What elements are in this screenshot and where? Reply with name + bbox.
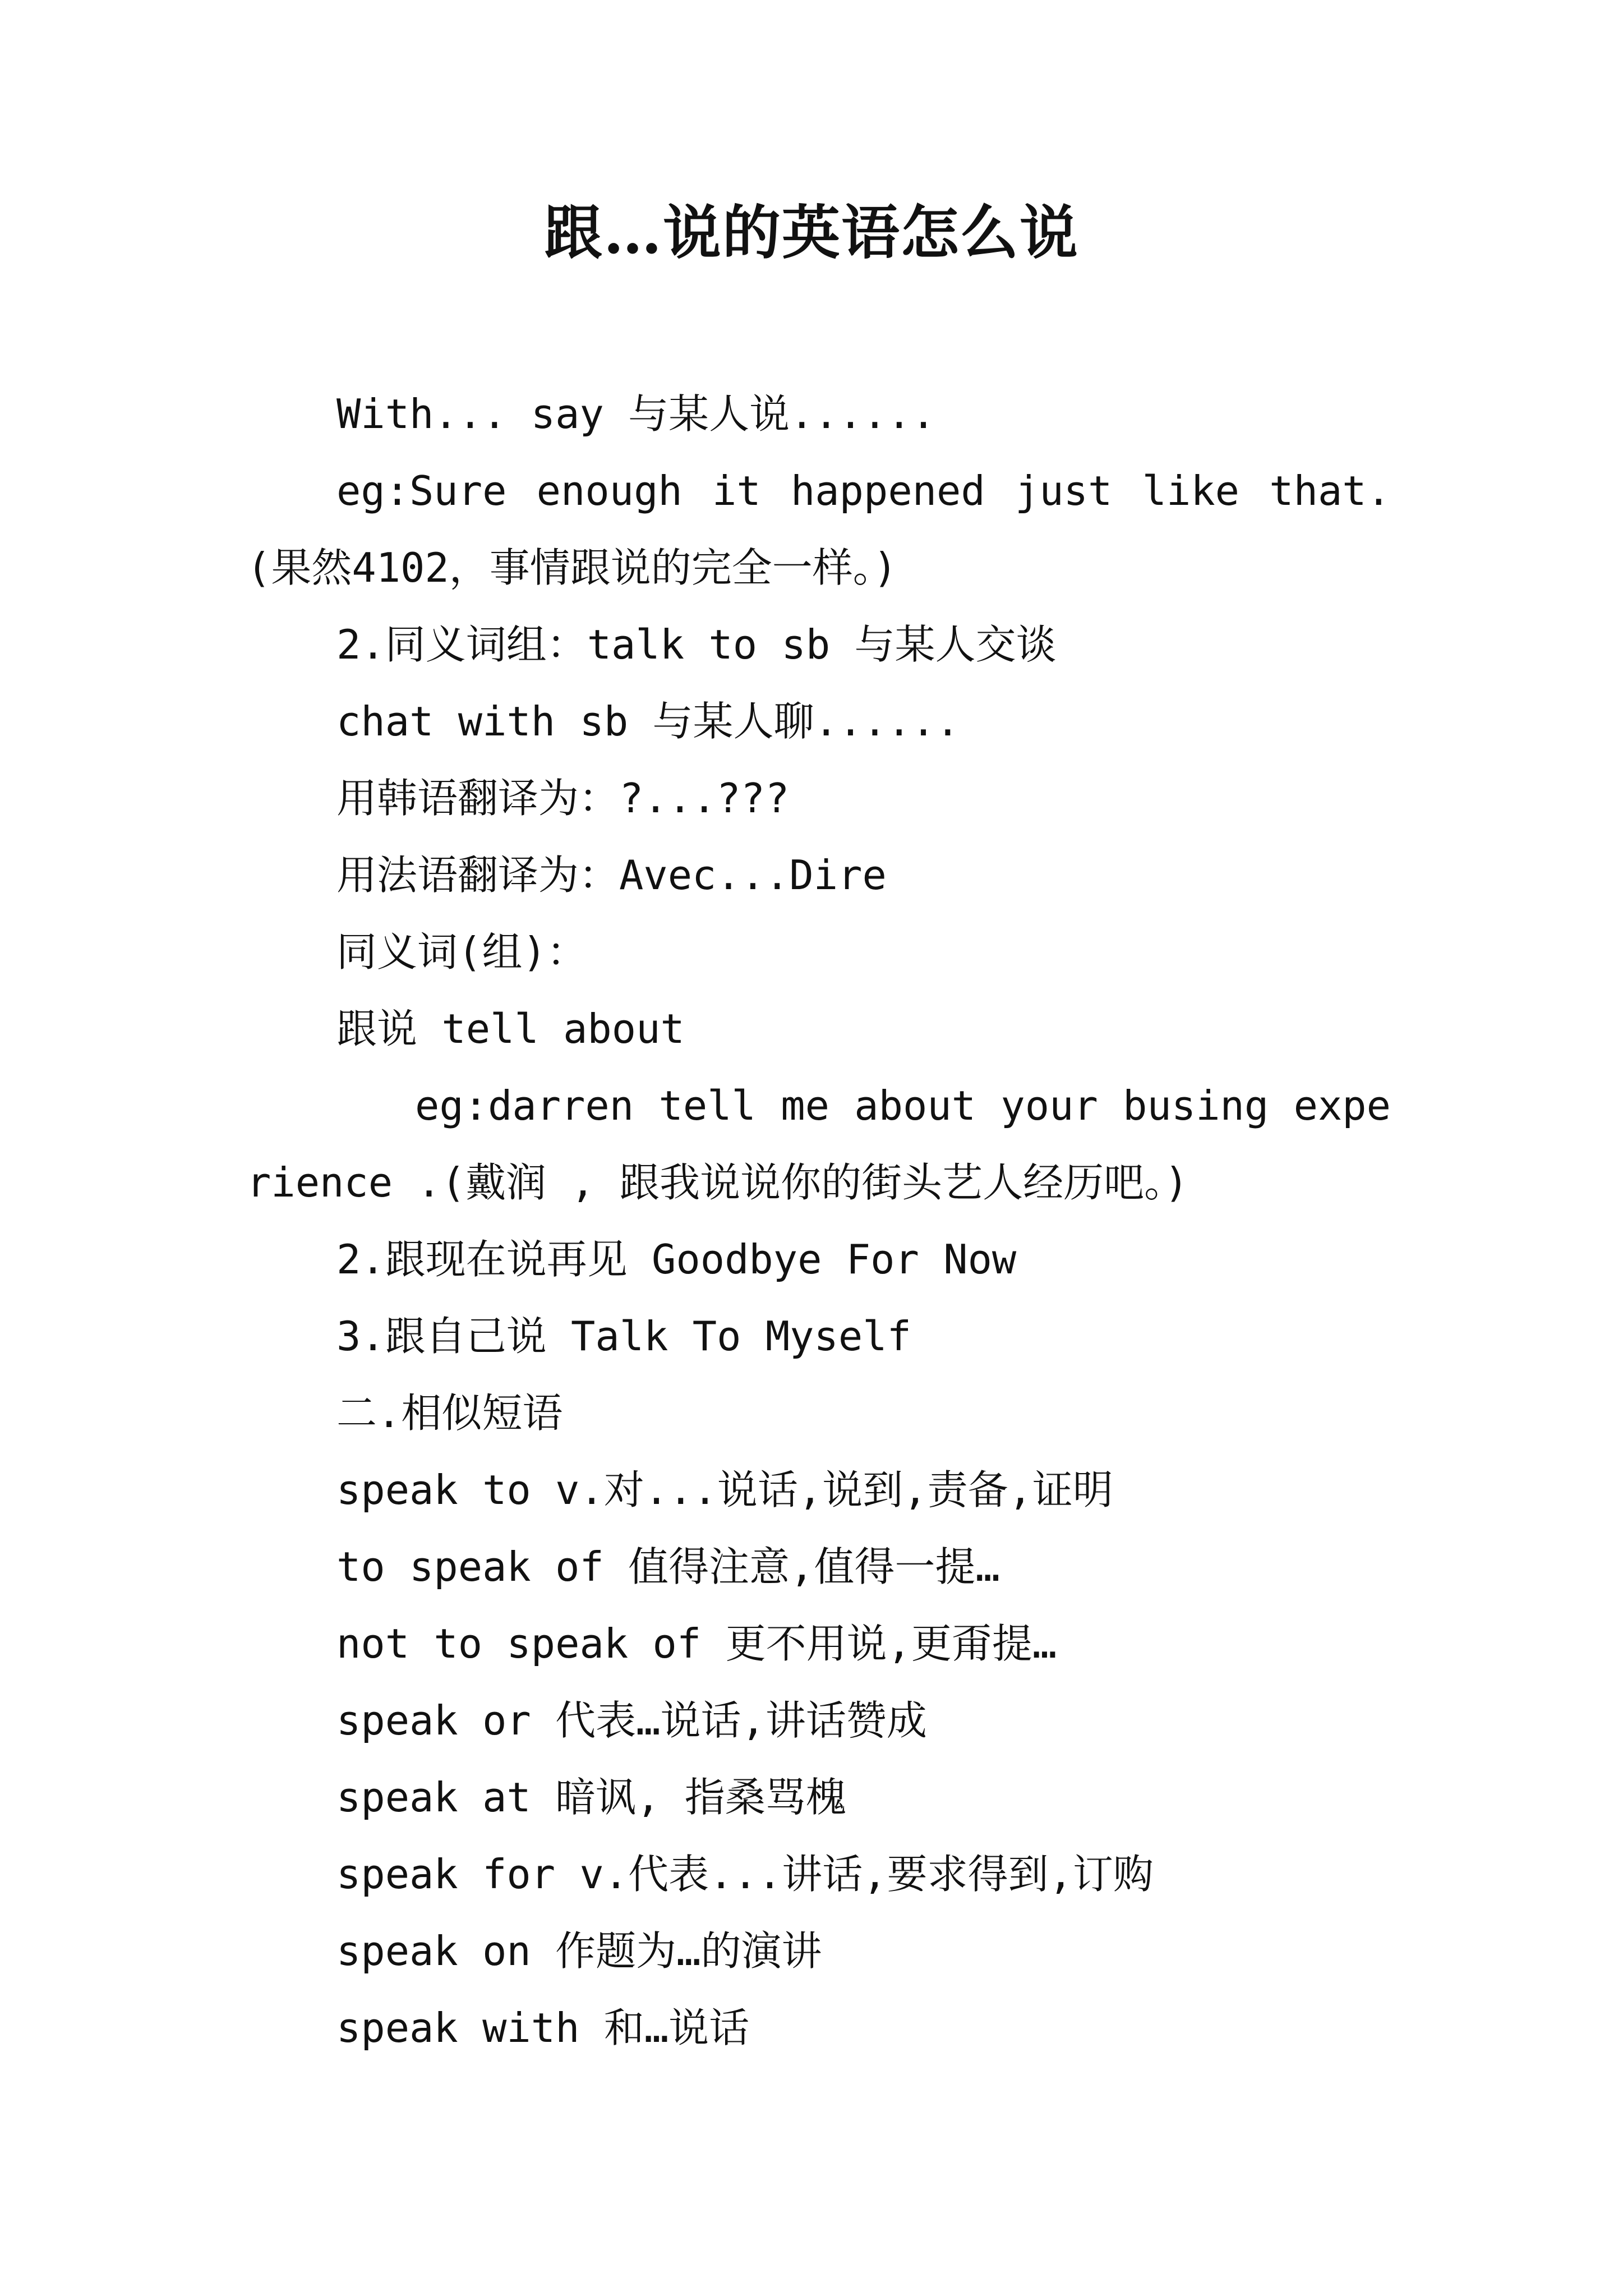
paragraph-synonyms-heading: 同义词(组)： — [336, 928, 587, 976]
paragraph-similar-phrases-heading: 二.相似短语 — [336, 1389, 563, 1437]
document-body — [247, 376, 1391, 2067]
paragraph-example-sure-enough: eg:Sure enough it happened just like that.(果然4102，事情跟说的完全一样。) — [247, 467, 1391, 591]
document-title: 跟…说的英语怎么说 — [543, 198, 1079, 267]
paragraph-example-darren: eg:darren tell me about your busing experience .(戴润 , 跟我说说你的街头艺人经历吧。) — [247, 1082, 1391, 1206]
paragraph-chat-with: chat with sb 与某人聊...... — [336, 698, 960, 745]
paragraph-speak-for: speak for v.代表...讲话,要求得到,订购 — [336, 1851, 1154, 1898]
paragraph-speak-to: speak to v.对...说话,说到,责备,证明 — [336, 1466, 1113, 1513]
paragraph-speak-with: speak with 和…说话 — [336, 2004, 750, 2051]
paragraph-talk-to-myself: 3.跟自己说 Talk To Myself — [336, 1313, 911, 1360]
paragraph-speak-on: speak on 作题为…的演讲 — [336, 1927, 822, 1975]
paragraph-tell-about: 跟说 tell about — [336, 1005, 685, 1052]
paragraph-goodbye-for-now: 2.跟现在说再见 Goodbye For Now — [336, 1236, 1017, 1283]
paragraph-speak-or: speak or 代表…说话,讲话赞成 — [336, 1697, 927, 1744]
paragraph-with-say: With... say 与某人说...... — [336, 390, 936, 438]
paragraph-to-speak-of: to speak of 值得注意,值得一提… — [336, 1543, 1000, 1590]
paragraph-synonym-talk-to: 2.同义词组：talk to sb 与某人交谈 — [336, 621, 1057, 668]
paragraph-speak-at: speak at 暗讽, 指桑骂槐 — [336, 1774, 846, 1821]
paragraph-not-to-speak-of: not to speak of 更不用说,更甭提… — [336, 1620, 1057, 1667]
paragraph-french-translation: 用法语翻译为：Avec...Dire — [336, 852, 887, 899]
paragraph-korean-translation: 用韩语翻译为：?...??? — [336, 775, 790, 822]
